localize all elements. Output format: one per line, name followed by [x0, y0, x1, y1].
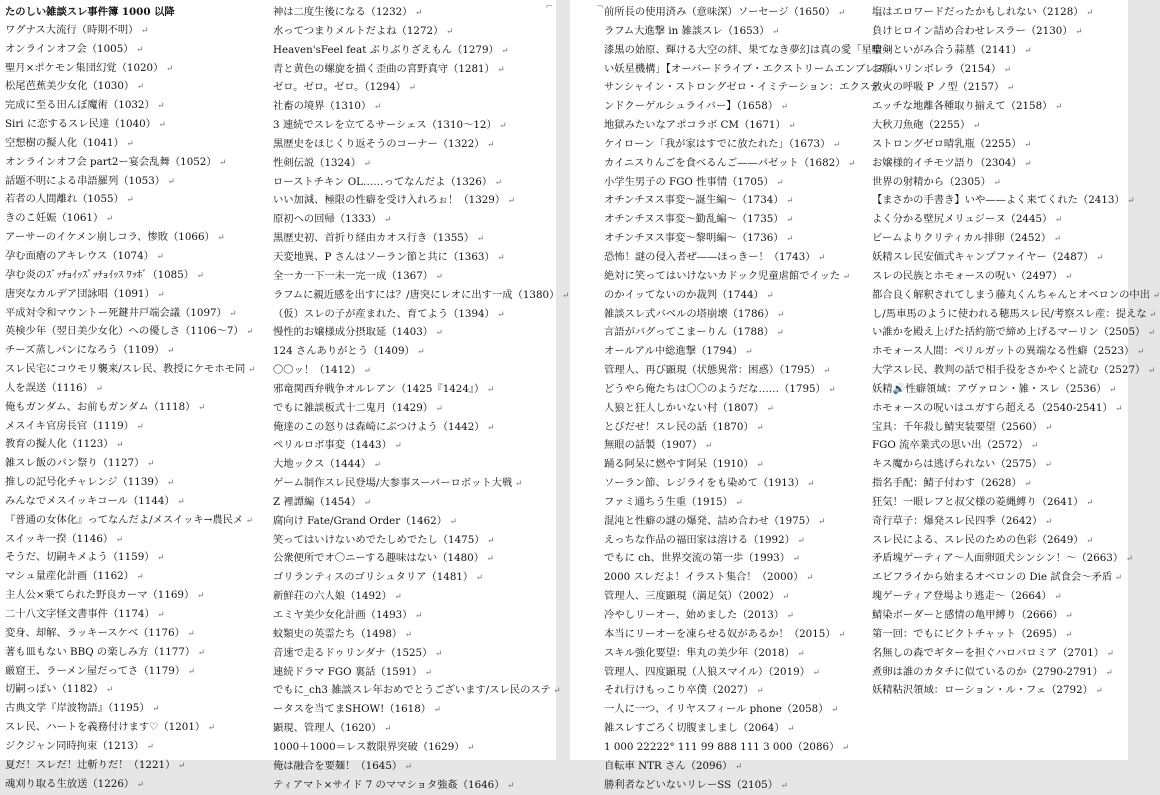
list-item: 話題不明による串語羅列（1053） ↵	[5, 173, 267, 192]
list-item: ゴリランティスのゴリシュタリア（1481） ↵	[273, 569, 551, 588]
list-item: 蚊類史の英霊たち（1498） ↵	[273, 626, 551, 645]
list-item: ンドクーゲルシュライバー】（1658） ↵	[604, 98, 866, 117]
list-item: 本当にリーオーを凍らせる奴があるか！（2015） ↵	[604, 626, 866, 645]
list-item: どうやら俺たちは〇〇のようだな……（1795） ↵	[604, 381, 866, 400]
list-item: ソーラン節、レジライをも染めて（1913） ↵	[604, 475, 866, 494]
list-item: ワグナス大流行（時期不明） ↵	[5, 22, 267, 41]
list-item: ゲーム制作スレ民登場/大参事スーパーロボット大戦 ↵	[273, 475, 551, 494]
list-item: 【まさかの手書き】いや——よく来てくれた（2413） ↵	[872, 192, 1128, 211]
list-item: ホモォースの呪いはユガすら超える（2540-2541） ↵	[872, 400, 1128, 419]
list-item: 自転車 NTR さん（2096） ↵	[604, 758, 866, 777]
list-item: 性剣伝説（1324） ↵	[273, 155, 551, 174]
list-item: 『普通の女体化』ってなんだよ/メスイッキ→農民メ ↵	[5, 512, 267, 531]
list-item: スイッキ一揆（1146） ↵	[5, 531, 267, 550]
list-item: 音速で走るドゥリンダナ（1525） ↵	[273, 645, 551, 664]
list-item: ビームよりクリティカル排卵（2452） ↵	[872, 230, 1128, 249]
list-item: ータスを当てまSHOW!（1618） ↵	[273, 701, 551, 720]
list-item: 雑談スレ式バベルの塔崩壊（1786） ↵	[604, 306, 866, 325]
right-page-column-1	[604, 4, 886, 795]
list-item: いい加減、極限の性癖を受け入れろぉ！（1329） ↵	[273, 192, 551, 211]
list-item: 一人に一つ、イリヤスフィール phone（2058） ↵	[604, 701, 866, 720]
list-item: きのこ妊娠（1061） ↵	[5, 210, 267, 229]
list-item: 英検少年（翌日美少女化）への優しさ（1106〜7） ↵	[5, 323, 267, 342]
list-item: スレ民宅にコウモリ襲来/スレ民、教授にケモホモ同 ↵	[5, 361, 267, 380]
list-item: 2000 スレだよ！イラスト集合！（2000） ↵	[604, 569, 866, 588]
list-item: 管理人、四度顕現（人狼スマイル）（2019） ↵	[604, 664, 866, 683]
list-item: オチンチヌス事変〜誕生編〜（1734） ↵	[604, 192, 866, 211]
list-item: 新鮮荘の六人娘（1492） ↵	[273, 588, 551, 607]
list-item: 世界の射精から（2305） ↵	[872, 174, 1128, 193]
list-item: 若者の人間離れ（1055） ↵	[5, 191, 267, 210]
list-item: Siri に恋するスレ民達（1040） ↵	[5, 116, 267, 135]
document-title: たのしい雑談スレ事件簿 1000 以降	[5, 6, 175, 18]
list-item: 恐怖！謎の侵入者ぜ——ほっきー！（1743） ↵	[604, 249, 866, 268]
list-item: マシュ量産化計画（1162） ↵	[5, 568, 267, 587]
list-item: 絶対に笑ってはいけないカドック児童虐館でイッた ↵	[604, 268, 866, 287]
list-item: FGO 流卒業式の思い出（2572） ↵	[872, 437, 1128, 456]
list-item: ゼロ。ゼロ。ゼロ。（1294） ↵	[273, 79, 551, 98]
list-item: 妖精スレ民安価式キャンプファイヤー（2487） ↵	[872, 249, 1128, 268]
list-item: エビフライから始まるオベロンの Die 試食会〜矛盾 ↵	[872, 569, 1128, 588]
list-item: 夏だ！スレだ！辻斬りだ！（1221） ↵	[5, 757, 267, 776]
list-item: でもに_ch3 雑談スレ年おめでとうございます/スレ民のステ ↵	[273, 682, 551, 701]
list-item: （仮）スレの子が産まれた、育てよう（1394） ↵	[273, 306, 551, 325]
list-item: オチンチヌス事変〜黎明編〜（1736） ↵	[604, 230, 866, 249]
list-item: 人狼と狂人しかいない村（1807） ↵	[604, 400, 866, 419]
list-item: よく分かる壁尻メリュジーヌ（2445） ↵	[872, 211, 1128, 230]
list-item: Z 裡譚編（1454） ↵	[273, 494, 551, 513]
list-item: 完成に至る田んぼ魔術（1032） ↵	[5, 97, 267, 116]
list-item: Heaven'sFeel feat ぶりぶりざえもん（1279） ↵	[273, 42, 551, 61]
list-item: 聖剣といがみ合う蒜墓（2141） ↵	[872, 42, 1128, 61]
list-item: 変身、却解、ラッキースケベ（1176） ↵	[5, 625, 267, 644]
list-item: 放火の呼吸 P ノ型（2157） ↵	[872, 79, 1128, 98]
list-item: キス魔からは逃げられない（2575） ↵	[872, 456, 1128, 475]
list-item: 3 連続でスレを立てるサーシェス（1310〜12） ↵	[273, 117, 551, 136]
list-item: 孕む面瘡のアキレウス（1074） ↵	[5, 248, 267, 267]
list-item: 煮卵は誰のカタチに似ているのか（2790-2791） ↵	[872, 664, 1128, 683]
list-item: 俺は融合を要麺！（1645） ↵	[273, 758, 551, 777]
left-page-column-1	[5, 4, 267, 794]
list-item: 松尾芭蕉美少女化（1030） ↵	[5, 78, 267, 97]
list-item: 黒歴史初、首折り経由カオス行き（1355） ↵	[273, 230, 551, 249]
list-item: お嬢様的イチモツ語り（2304） ↵	[872, 155, 1128, 174]
list-item: 指名手配：鯖子付わす（2628） ↵	[872, 475, 1128, 494]
list-item: 塩はエロワードだったかもしれない（2128） ↵	[872, 4, 1128, 23]
list-item: 雑スレすごろく切腹ましまし（2064） ↵	[604, 720, 866, 739]
list-item: 古典文学『岸波物語』（1195） ↵	[5, 700, 267, 719]
list-item: 管理人、再び顕現（状態異常：困惑）（1795） ↵	[604, 362, 866, 381]
list-item: い妖星機構」【オーバードライブ・エクストリームエンブレス ↵	[604, 61, 866, 80]
list-item: 妖精粘沢領域：ローション・ル・フェ（2792） ↵	[872, 682, 1128, 701]
list-item: えっちな作品の福田家は溶ける（1992） ↵	[604, 532, 866, 551]
list-item: し/馬車馬のように使われる穂馬スレ民/考察スレ産：提えな ↵	[872, 306, 1128, 325]
list-item: 腐向け Fate/Grand Order（1462） ↵	[273, 513, 551, 532]
list-item: 小学生男子の FGO 性事情（1705） ↵	[604, 174, 866, 193]
list-item: 切嗣っぽい（1182） ↵	[5, 681, 267, 700]
list-item: 公衆便所でオ〇ニーする趣味はない（1480） ↵	[273, 550, 551, 569]
list-item: 矛盾塊ゲーティア〜人面卵頭犬シンシン！〜（2663） ↵	[872, 550, 1128, 569]
list-item: 宝具：千年殺し鯖実装要望（2560） ↵	[872, 419, 1128, 438]
list-item: オンラインオフ会（1005） ↵	[5, 41, 267, 60]
list-item: 青と黄色の螺旋を描く歪曲の宮野真守（1281） ↵	[273, 61, 551, 80]
list-item: 推しの記号化チャレンジ（1139） ↵	[5, 474, 267, 493]
page-corner-mark: ⌐	[545, 2, 553, 12]
list-item: 顕現、管理人（1620） ↵	[273, 720, 551, 739]
list-item: 魂刈り取る生放送（1226） ↵	[5, 776, 267, 795]
list-item: スレ民による、スレ民のための色彩（2649） ↵	[872, 532, 1128, 551]
list-item: 前所長の使用済み（意味深）ソーセージ（1650） ↵	[604, 4, 866, 23]
list-item: ティアマト×サイド 7 のママショタ強姦（1646） ↵	[273, 777, 551, 795]
list-item: 全一カ一下一未一完一成（1367） ↵	[273, 268, 551, 287]
list-item: 空想樹の擬人化（1041） ↵	[5, 135, 267, 154]
list-item: みんなでメスイッキコール（1144） ↵	[5, 493, 267, 512]
list-item: 都合良く解釈されてしまう藤丸くんちゃんとオベロンの中出 ↵	[872, 287, 1128, 306]
list-item: 124 さんありがとう（1409） ↵	[273, 343, 551, 362]
list-item: 慢性的お嬢様成分摂取延（1403） ↵	[273, 324, 551, 343]
list-item: スレの民族とホモォースの呪い（2497） ↵	[872, 268, 1128, 287]
list-item: エッチな地離各種取り揃えて（2158） ↵	[872, 98, 1128, 117]
list-item: 大秋刀魚砲（2255） ↵	[872, 117, 1128, 136]
list-item: サンシャイン・ストロングゼロ・イミテーション：エクステ ↵	[604, 79, 866, 98]
list-item: 奇行草子：爆発スレ民四季（2642） ↵	[872, 513, 1128, 532]
list-item: 人を誤送（1116） ↵	[5, 380, 267, 399]
list-item: ケイローン「我が家はすでに放たれた」（1673） ↵	[604, 136, 866, 155]
list-item: 雑スレ飯のパン祭り（1127） ↵	[5, 455, 267, 474]
list-item: 社畜の境界（1310） ↵	[273, 98, 551, 117]
list-item: 邪竜関西弁戦争オルレアン（1425『1424』） ↵	[273, 381, 551, 400]
list-item: 第一回：でもにビクトチャット（2695） ↵	[872, 626, 1128, 645]
list-item: オールアル中総進撃（1794） ↵	[604, 343, 866, 362]
list-item: 言語がバグってこまーりん（1788） ↵	[604, 324, 866, 343]
document-page-left	[0, 0, 560, 791]
list-item: 1000＋1000＝レス数限界突破（1629） ↵	[273, 739, 551, 758]
document-page-right	[570, 0, 1151, 791]
list-item: メスイキ官房長官（1119） ↵	[5, 418, 267, 437]
list-item: 平成対令和マウントー死鍵井戸端会議（1097） ↵	[5, 305, 267, 324]
list-item: そうだ、切嗣キメよう（1159） ↵	[5, 549, 267, 568]
list-item: オチンチヌス事変〜勤乱編〜（1735） ↵	[604, 211, 866, 230]
list-item: 塊ゲーティア登場より逃走〜（2664） ↵	[872, 588, 1128, 607]
list-item: 名無しの森でギターを担ぐハロバロミア（2701） ↵	[872, 645, 1128, 664]
list-item: 天変地異、P さんはソーラン節と共に（1363） ↵	[273, 249, 551, 268]
list-item: 鯖染ボーダーと感情の亀甲縛り（2666） ↵	[872, 607, 1128, 626]
list-item: ラフムに親近感を出すには？/唐突にレオに出す一成（1380） ↵	[273, 287, 551, 306]
list-item: ローストチキン OL……ってなんだよ（1326） ↵	[273, 174, 551, 193]
list-item: ラフム大進撃 in 雑談スレ（1653） ↵	[604, 23, 866, 42]
list-item: 教育の擬人化（1123） ↵	[5, 436, 267, 455]
list-item: 笑ってはいけないめでたしめでたし（1475） ↵	[273, 532, 551, 551]
list-item: カイニスりんごを食べるんご——パゼット（1682） ↵	[604, 155, 866, 174]
list-item: ストロングゼロ晴乳瓶（2255） ↵	[872, 136, 1128, 155]
list-item: 著も皿もない BBQ の楽しみ方（1177） ↵	[5, 644, 267, 663]
list-item: 負けヒロイン詰め合わせレスラー（2130） ↵	[872, 23, 1128, 42]
list-item: 唐突なカルデア団詠唱（1091） ↵	[5, 286, 267, 305]
list-item: チーズ蒸しパンになろう（1109） ↵	[5, 342, 267, 361]
list-item: 勝利者などいないリレーSS（2105） ↵	[604, 777, 866, 795]
list-item: ファミ通ちう生重（1915） ↵	[604, 494, 866, 513]
left-page-column-2	[273, 4, 560, 795]
list-item: でもに雑談板式十二鬼月（1429） ↵	[273, 400, 551, 419]
list-item: 厳窟王、ラーメン屋だってさ（1179） ↵	[5, 663, 267, 682]
right-page-column-2	[872, 4, 1151, 701]
list-item: それ行けもっこり卒僕（2027） ↵	[604, 682, 866, 701]
list-item: い誰かを殿え上げた括約筋で締め上げるマーリン（2505） ↵	[872, 324, 1128, 343]
list-item: ペリルロボ事変（1443） ↵	[273, 437, 551, 456]
list-item: でもに ch、世界交流の第一歩（1993） ↵	[604, 550, 866, 569]
list-item: 水ってつまりメルトだよね（1272） ↵	[273, 23, 551, 42]
list-item: 無眼の話製（1907） ↵	[604, 437, 866, 456]
list-item: 漆黒の始原、輝ける大空の絆、果てなき夢幻は真の愛「星喰 ↵	[604, 42, 866, 61]
list-item: 俺達のこの怒りは森崎にぶつけよう（1442） ↵	[273, 419, 551, 438]
list-item: スレ民、ハートを義務付けます♡（1201） ↵	[5, 719, 267, 738]
list-item: 妖精🔊性癖領域：アヴァロン・雑・スレ（2536） ↵	[872, 381, 1128, 400]
list-item: 地獄みたいなアポコラボ CM（1671） ↵	[604, 117, 866, 136]
list-item: ジクジャン同時拘束（1213） ↵	[5, 738, 267, 757]
list-item: スキル強化要望：隼丸の美少年（2018） ↵	[604, 645, 866, 664]
list-item: 聖月×ポケモン集団幻覚（1020） ↵	[5, 60, 267, 79]
list-item: 狂気！一眼レフと叔父様の菱縄縛り（2641） ↵	[872, 494, 1128, 513]
list-item: 黒歴史をほじくり返そうのコーナー（1322） ↵	[273, 136, 551, 155]
list-item: 孕む炎のｽﾞｯﾁｮｲｯｽﾞｯﾁｮｲｯｽ ﾜｯﾎﾞ（1085） ↵	[5, 267, 267, 286]
list-item: エミヤ美少女化計画（1493） ↵	[273, 607, 551, 626]
list-item: 踊る阿呆に燃やす阿呆（1910） ↵	[604, 456, 866, 475]
list-item: 原初への回帰（1333） ↵	[273, 211, 551, 230]
list-item: 1 000 22222° 111 99 888 111 3 000（2086） ↵	[604, 739, 866, 758]
list-item: とびだせ！スレ民の話（1870） ↵	[604, 419, 866, 438]
list-item: 主人公×乗てられた野良カーマ（1169） ↵	[5, 587, 267, 606]
list-item: 混沌と性癖の謎の爆発、詰め合わせ（1975） ↵	[604, 513, 866, 532]
list-item: のかイッてないのか裁判（1744） ↵	[604, 287, 866, 306]
list-item: 〇〇ッ！（1412） ↵	[273, 362, 551, 381]
list-item: ホモォース人間：ペリルガットの異端なる性癖（2523） ↵	[872, 343, 1128, 362]
list-item: お願いリンボレラ（2154） ↵	[872, 61, 1128, 80]
list-item: 連続ドラマ FGO 裏話（1591） ↵	[273, 664, 551, 683]
list-item: 俺もガンダム、お前もガンダム（1118） ↵	[5, 399, 267, 418]
list-item: アーサーのイケメン崩しコラ、惨敗（1066） ↵	[5, 229, 267, 248]
list-item: オンラインオフ会 part2ー宴会乱舞（1052） ↵	[5, 154, 267, 173]
list-item: 管理人、三度顕現（満足気）（2002） ↵	[604, 588, 866, 607]
list-item: 冷やしリーオー、始めました（2013） ↵	[604, 607, 866, 626]
list-item: 大学スレ民、教判の話で相手役をさかやくと読む（2527） ↵	[872, 362, 1128, 381]
list-item: 大地ックス（1444） ↵	[273, 456, 551, 475]
list-item: 二十八文字怪文書事件（1174） ↵	[5, 606, 267, 625]
page-corner-mark: ¬	[596, 2, 604, 12]
list-item: 神は二度生後になる（1232） ↵	[273, 4, 551, 23]
